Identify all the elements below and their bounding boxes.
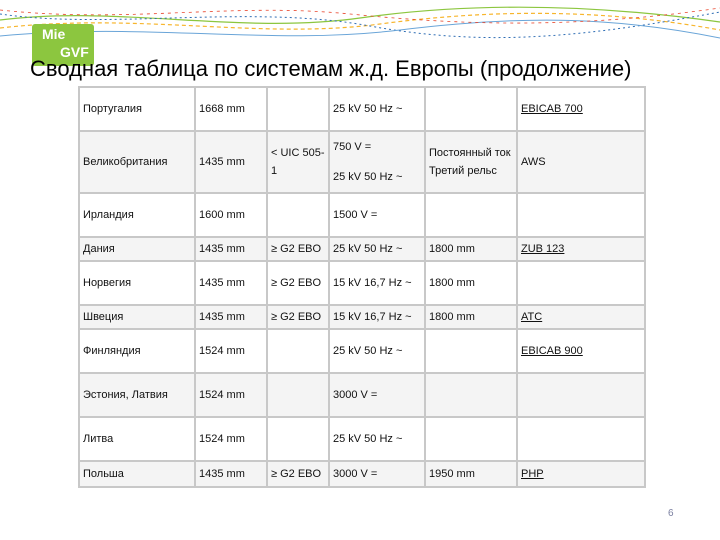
cell-country: Португалия (79, 87, 195, 131)
cell-power: 25 kV 50 Hz ~ (329, 417, 425, 461)
cell-country: Ирландия (79, 193, 195, 237)
cell-third (425, 87, 517, 131)
cell-power: 1500 V = (329, 193, 425, 237)
cell-power: 25 kV 50 Hz ~ (329, 87, 425, 131)
cell-power: 25 kV 50 Hz ~ (329, 329, 425, 373)
cell-power-line: 25 kV 50 Hz ~ (333, 171, 403, 183)
cell-third: 1800 mm (425, 261, 517, 305)
cell-profile (267, 417, 329, 461)
cell-profile (267, 373, 329, 417)
cell-third (425, 373, 517, 417)
cell-gauge: 1668 mm (195, 87, 267, 131)
cell-third: 1800 mm (425, 305, 517, 329)
cell-signal (517, 417, 645, 461)
cell-third (425, 193, 517, 237)
cell-third-line: Третий рельс (429, 165, 497, 177)
cell-gauge: 1524 mm (195, 329, 267, 373)
cell-gauge: 1524 mm (195, 373, 267, 417)
cell-country: Дания (79, 237, 195, 261)
cell-power: 15 kV 16,7 Hz ~ (329, 305, 425, 329)
cell-signal[interactable]: EBICAB 900 (517, 329, 645, 373)
cell-country: Швеция (79, 305, 195, 329)
cell-signal[interactable]: EBICAB 700 (517, 87, 645, 131)
railway-systems-table (78, 86, 644, 496)
cell-signal (517, 193, 645, 237)
cell-country: Польша (79, 461, 195, 487)
cell-third (425, 417, 517, 461)
cell-signal (517, 261, 645, 305)
cell-profile (267, 329, 329, 373)
cell-country: Литва (79, 417, 195, 461)
cell-country: Норвегия (79, 261, 195, 305)
cell-profile: ≥ G2 EBO (267, 261, 329, 305)
cell-third: 1950 mm (425, 461, 517, 487)
logo-text-line2: GVF (60, 44, 89, 60)
page-number: 6 (668, 508, 674, 519)
cell-gauge: 1524 mm (195, 417, 267, 461)
cell-profile-line: < UIC 505- (271, 147, 325, 159)
cell-third (425, 329, 517, 373)
cell-power: 3000 V = (329, 373, 425, 417)
cell-profile: ≥ G2 EBO (267, 461, 329, 487)
cell-signal[interactable]: PHP (517, 461, 645, 487)
cell-profile: ≥ G2 EBO (267, 237, 329, 261)
slide-title: Сводная таблица по системам ж.д. Европы (продолжение) (30, 56, 632, 81)
cell-third (425, 131, 517, 193)
cell-gauge: 1435 mm (195, 305, 267, 329)
cell-profile (267, 87, 329, 131)
cell-gauge: 1435 mm (195, 131, 267, 193)
cell-signal[interactable]: ATC (517, 305, 645, 329)
cell-power: 3000 V = (329, 461, 425, 487)
logo-text-line1: Mie (42, 26, 66, 42)
cell-signal[interactable]: ZUB 123 (517, 237, 645, 261)
cell-gauge: 1435 mm (195, 461, 267, 487)
cell-profile (267, 131, 329, 193)
cell-signal (517, 373, 645, 417)
cell-power (329, 131, 425, 193)
cell-third-line: Постоянный ток (429, 147, 511, 159)
cell-gauge: 1435 mm (195, 237, 267, 261)
cell-power-line: 750 V = (333, 141, 372, 153)
cell-gauge: 1600 mm (195, 193, 267, 237)
cell-profile: ≥ G2 EBO (267, 305, 329, 329)
cell-country: Великобритания (79, 131, 195, 193)
cell-country: Эстония, Латвия (79, 373, 195, 417)
cell-gauge: 1435 mm (195, 261, 267, 305)
cell-profile-line: 1 (271, 165, 278, 177)
cell-power: 25 kV 50 Hz ~ (329, 237, 425, 261)
cell-third: 1800 mm (425, 237, 517, 261)
cell-profile (267, 193, 329, 237)
cell-power: 15 kV 16,7 Hz ~ (329, 261, 425, 305)
cell-country: Финляндия (79, 329, 195, 373)
cell-signal: AWS (517, 131, 645, 193)
